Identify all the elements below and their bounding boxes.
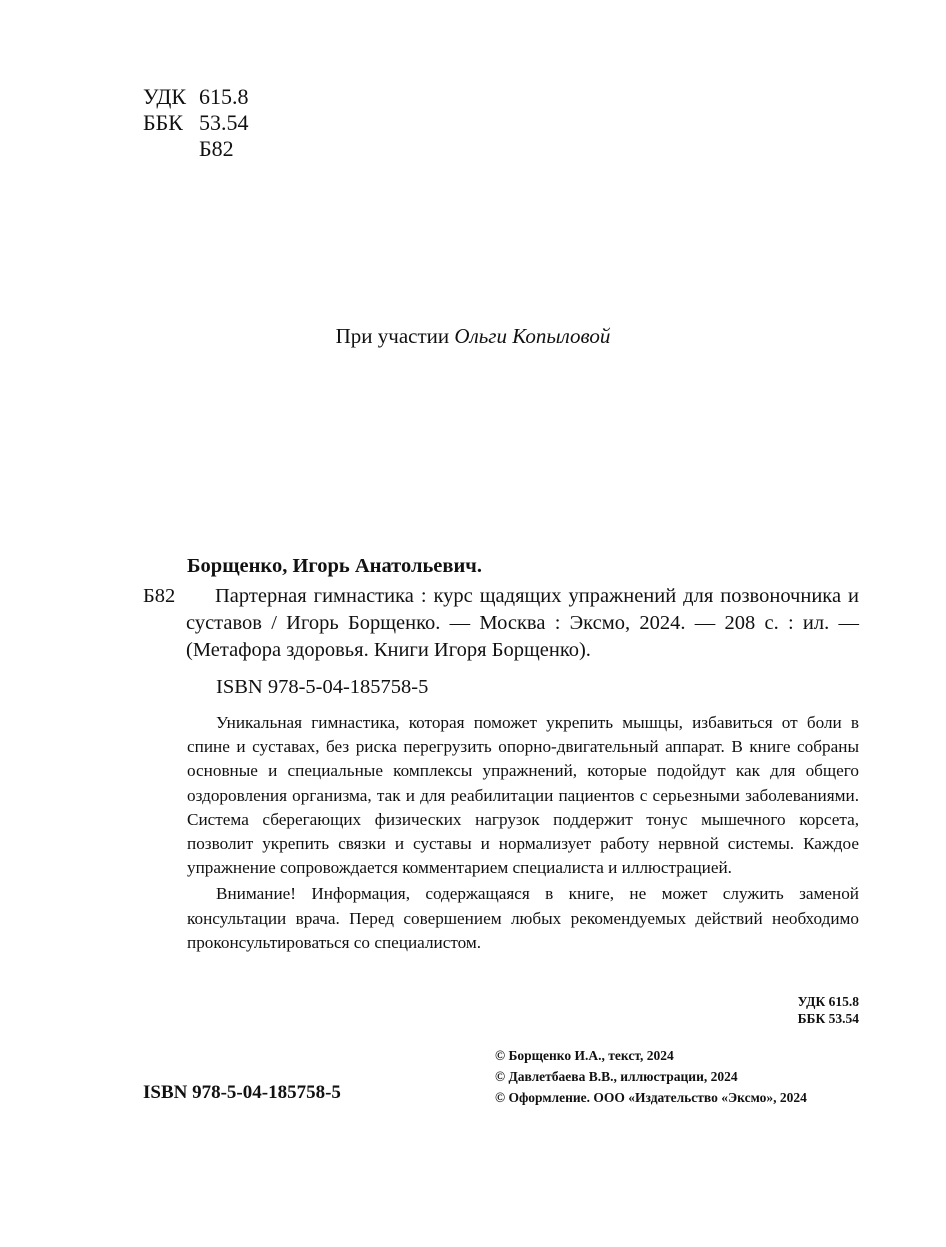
udk-label: УДК bbox=[143, 84, 187, 109]
bib-entry bbox=[143, 583, 859, 664]
bib-description: Партерная гимнастика : курс щадящих упражнений для позвоночника и суставов / Игорь Борщенко. — Москва : Эксмо, 2024. — 208 с. : ил. — (Метафора здоровья. Книги Игоря Борщенко). bbox=[186, 585, 859, 661]
annotation-warning: Внимание! Информация, содержащаяся в книге, не может служить заменой консультации врача. Перед совершением любых рекомендуемых действий необходимо проконсультироваться со специалистом. bbox=[187, 884, 859, 952]
copyright-text: © Борщенко И.А., текст, 2024 bbox=[495, 1048, 674, 1063]
annotation bbox=[187, 711, 859, 955]
copyright-illustrations: © Давлетбаева В.В., иллюстрации, 2024 bbox=[495, 1069, 738, 1084]
udk-right: УДК 615.8 bbox=[797, 994, 859, 1009]
classification-right bbox=[798, 993, 859, 1027]
bbk-right: ББК 53.54 bbox=[797, 1011, 859, 1026]
copyright-design: © Оформление. ООО «Издательство «Эксмо», 2024 bbox=[495, 1090, 807, 1105]
bib-code: Б82 bbox=[143, 585, 176, 607]
bbk-row bbox=[143, 110, 249, 136]
participation-prefix: При участии bbox=[335, 324, 455, 348]
bibliographic-record bbox=[143, 553, 859, 701]
udk-row bbox=[143, 84, 249, 110]
udk-value: 615.8 bbox=[199, 84, 249, 109]
participant-name: Ольги Копыловой bbox=[454, 324, 611, 348]
isbn-bottom: ISBN 978-5-04-185758-5 bbox=[143, 1082, 341, 1103]
participation-line bbox=[0, 324, 946, 349]
author-code: Б82 bbox=[199, 136, 234, 161]
bib-isbn: ISBN 978-5-04-185758-5 bbox=[216, 676, 429, 698]
annotation-paragraph: Уникальная гимнастика, которая поможет укрепить мышцы, избавиться от боли в спине и суставах, без риска перегрузить опорно-двигательный аппарат. В книге собраны основные и специальные комплексы упражнений, которые подойдут как для общего оздоровления организма, так и для реабилитации пациентов с серьезными заболеваниями. Система сберегающих физических нагрузок поддержит тонус мышечного корсета, позволит укрепить связки и суставы и нормализует работу нервной системы. Каждое упражнение сопровождается комментарием специалиста и иллюстрацией. bbox=[187, 713, 859, 878]
classification-block bbox=[143, 84, 249, 162]
bbk-value: 53.54 bbox=[199, 110, 249, 135]
bib-author: Борщенко, Игорь Анатольевич. bbox=[187, 555, 482, 577]
copyrights bbox=[495, 1045, 807, 1108]
bbk-label: ББК bbox=[143, 110, 183, 135]
